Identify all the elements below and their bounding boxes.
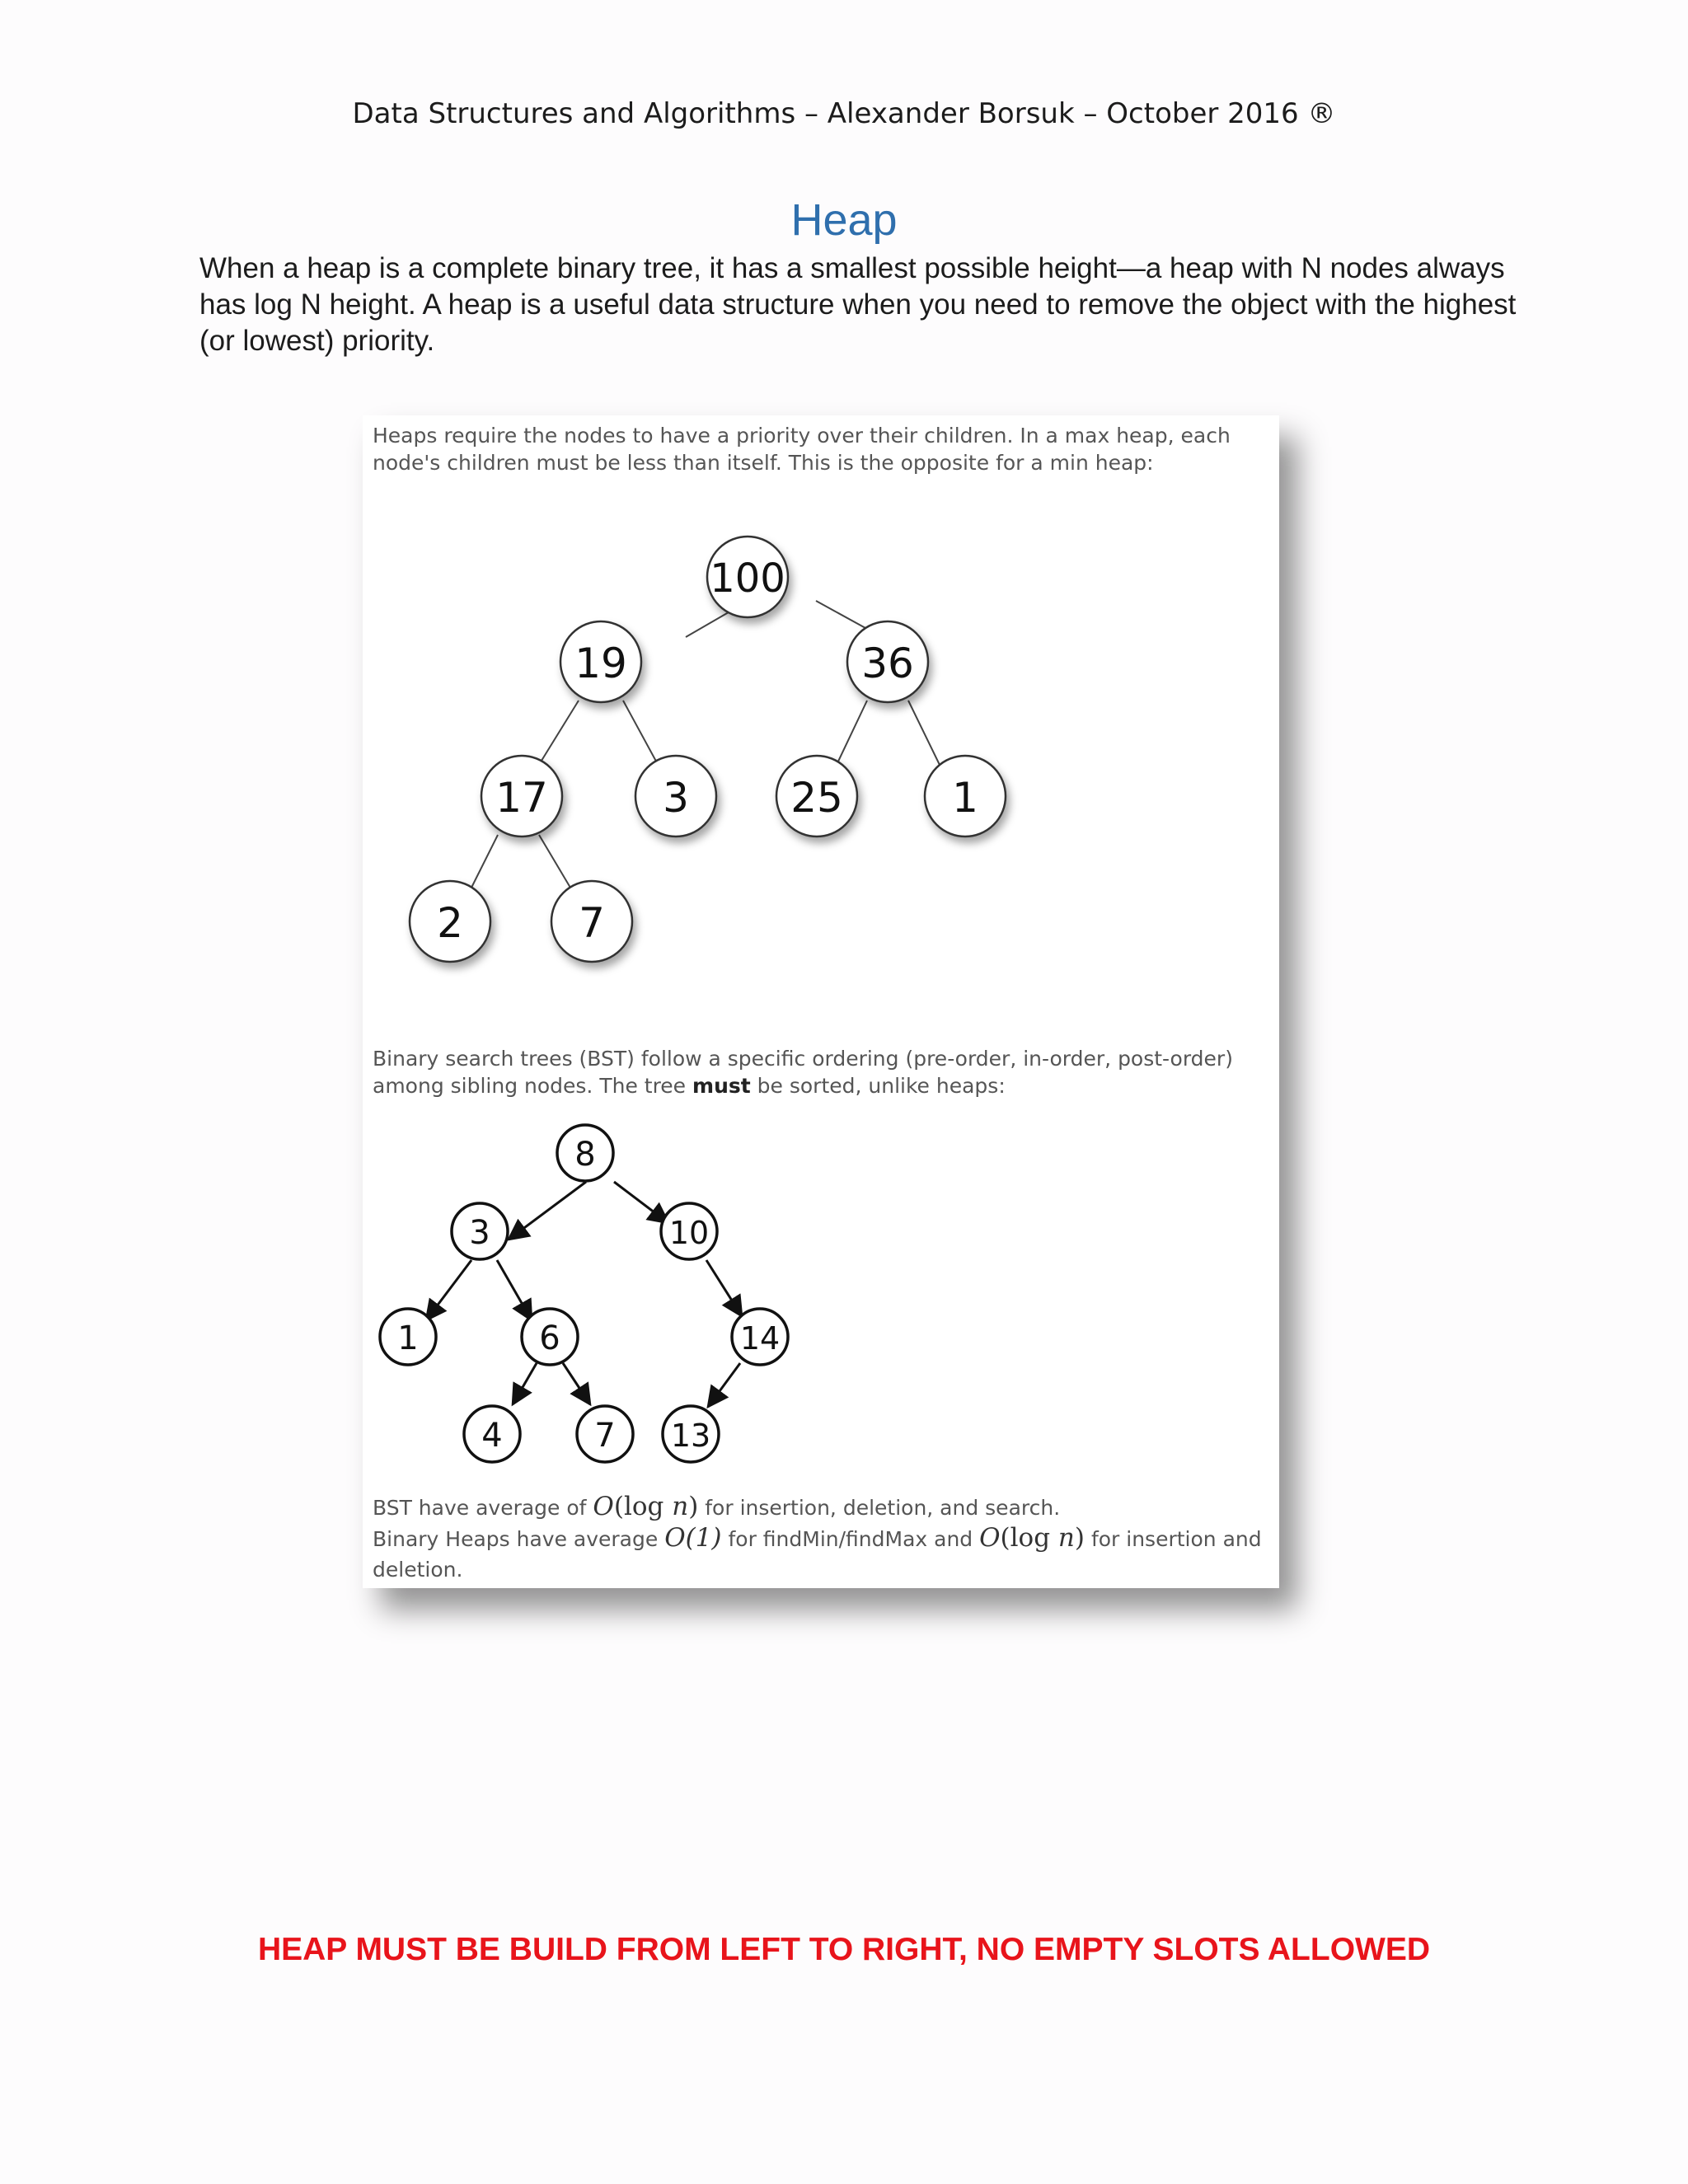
heap-node-25-label: 25 — [790, 774, 843, 822]
bst-node-13 — [663, 1406, 719, 1462]
bst-node-8 — [557, 1125, 613, 1181]
heap-node-17 — [481, 756, 562, 837]
heap-node-19-label: 19 — [574, 640, 627, 687]
bst-node-7 — [577, 1406, 633, 1462]
heap-node-3 — [635, 756, 716, 837]
bst-node-4-label: 4 — [481, 1417, 503, 1455]
heap-edge-17-7 — [539, 835, 570, 888]
complexity-formula: O(1) — [664, 1523, 722, 1553]
heap-node-2-label: 2 — [437, 899, 463, 947]
math-close: ) — [688, 1492, 699, 1521]
bst-edge-10-14 — [706, 1260, 742, 1316]
running-header: Data Structures and Algorithms – Alexander Borsuk – October 2016 ® — [352, 97, 1336, 130]
bst-node-10-label: 10 — [668, 1215, 710, 1251]
math-o: O — [979, 1523, 1001, 1553]
complexity-text: Binary Heaps have average — [373, 1527, 665, 1551]
bst-node-3 — [452, 1203, 508, 1259]
section-title: Heap — [790, 195, 898, 245]
bst-caption-emphasis: must — [692, 1074, 751, 1098]
complexity-notes — [373, 1492, 1271, 1585]
bst-edge-3-6 — [497, 1260, 532, 1320]
complexity-line-heap — [373, 1523, 1271, 1554]
bst-edge-14-13 — [708, 1363, 740, 1407]
heap-node-25 — [776, 756, 857, 837]
heap-node-36 — [847, 621, 928, 702]
heap-edge-36-1 — [908, 701, 940, 765]
math-close: ) — [1074, 1523, 1085, 1553]
bst-node-6-label: 6 — [539, 1319, 560, 1357]
heap-node-7-label: 7 — [579, 899, 605, 947]
bst-edge-8-10 — [614, 1182, 668, 1223]
heap-node-2 — [410, 881, 490, 962]
heap-node-3-label: 3 — [663, 774, 689, 822]
complexity-text: for insertion, deletion, and search. — [698, 1496, 1061, 1520]
heap-edge-19-17 — [537, 701, 579, 767]
heap-node-17-label: 17 — [495, 774, 548, 822]
bst-node-14-label: 14 — [739, 1320, 781, 1357]
bst-edge-3-1 — [426, 1260, 471, 1320]
complexity-formula — [593, 1492, 698, 1521]
math-log: (log — [1000, 1523, 1058, 1553]
intro-paragraph: When a heap is a complete binary tree, it has a smallest possible height—a heap with N nodes always has log N height. A heap is a useful data structure when you need to remove the object with the highest (or lowest) priority. — [199, 252, 1517, 357]
complexity-text: BST have average of — [373, 1496, 593, 1520]
heap-bst-figure — [363, 415, 1279, 1588]
complexity-line-bst — [373, 1492, 1271, 1523]
bst-node-10 — [661, 1203, 717, 1259]
complexity-text: for findMin/findMax and — [721, 1527, 980, 1551]
bst-node-3-label: 3 — [469, 1214, 490, 1252]
heap-caption: Heaps require the nodes to have a priority over their children. In a max heap, each node's children must be less than itself. This is the opposite for a min heap: — [373, 424, 1231, 475]
bst-node-1-label: 1 — [397, 1319, 419, 1357]
heap-edge-17-2 — [471, 835, 498, 888]
warning-note: HEAP MUST BE BUILD FROM LEFT TO RIGHT, NO EMPTY SLOTS ALLOWED — [257, 1932, 1431, 1967]
bst-node-8-label: 8 — [574, 1136, 596, 1174]
heap-node-100-label: 100 — [710, 555, 785, 602]
bst-node-1 — [380, 1309, 436, 1365]
complexity-formula — [979, 1523, 1085, 1553]
complexity-line-tail: deletion. — [373, 1558, 463, 1582]
complexity-text: for insertion and — [1085, 1527, 1262, 1551]
bst-node-14 — [732, 1309, 788, 1365]
math-n: n — [1057, 1523, 1075, 1553]
bst-edge-6-4 — [513, 1363, 537, 1404]
bst-node-13-label: 13 — [670, 1418, 711, 1454]
bst-caption — [373, 1045, 1271, 1099]
bst-caption-text: Binary search trees (BST) follow a specific ordering (pre-order, in-order, post-order) among sibling nodes. The tree — [373, 1047, 1233, 1098]
math-n: n — [672, 1492, 689, 1521]
bst-node-4 — [464, 1406, 520, 1462]
heap-node-1-label: 1 — [952, 774, 978, 822]
bst-edge-6-7 — [563, 1363, 590, 1404]
heap-node-19 — [560, 621, 641, 702]
math-log: (log — [613, 1492, 673, 1521]
math-o: O — [593, 1492, 614, 1521]
heap-edge-36-25 — [837, 701, 867, 765]
bst-caption-text-end: be sorted, unlike heaps: — [750, 1074, 1006, 1098]
bst-edge-8-3 — [509, 1182, 586, 1240]
bst-node-7-label: 7 — [594, 1417, 616, 1455]
heap-node-36-label: 36 — [861, 640, 914, 687]
heap-edge-19-3 — [623, 701, 659, 767]
heap-node-7 — [551, 881, 632, 962]
heap-node-1 — [925, 756, 1006, 837]
heap-node-100 — [707, 537, 788, 617]
bst-node-6 — [522, 1309, 578, 1365]
tree-diagrams — [363, 415, 1279, 1588]
